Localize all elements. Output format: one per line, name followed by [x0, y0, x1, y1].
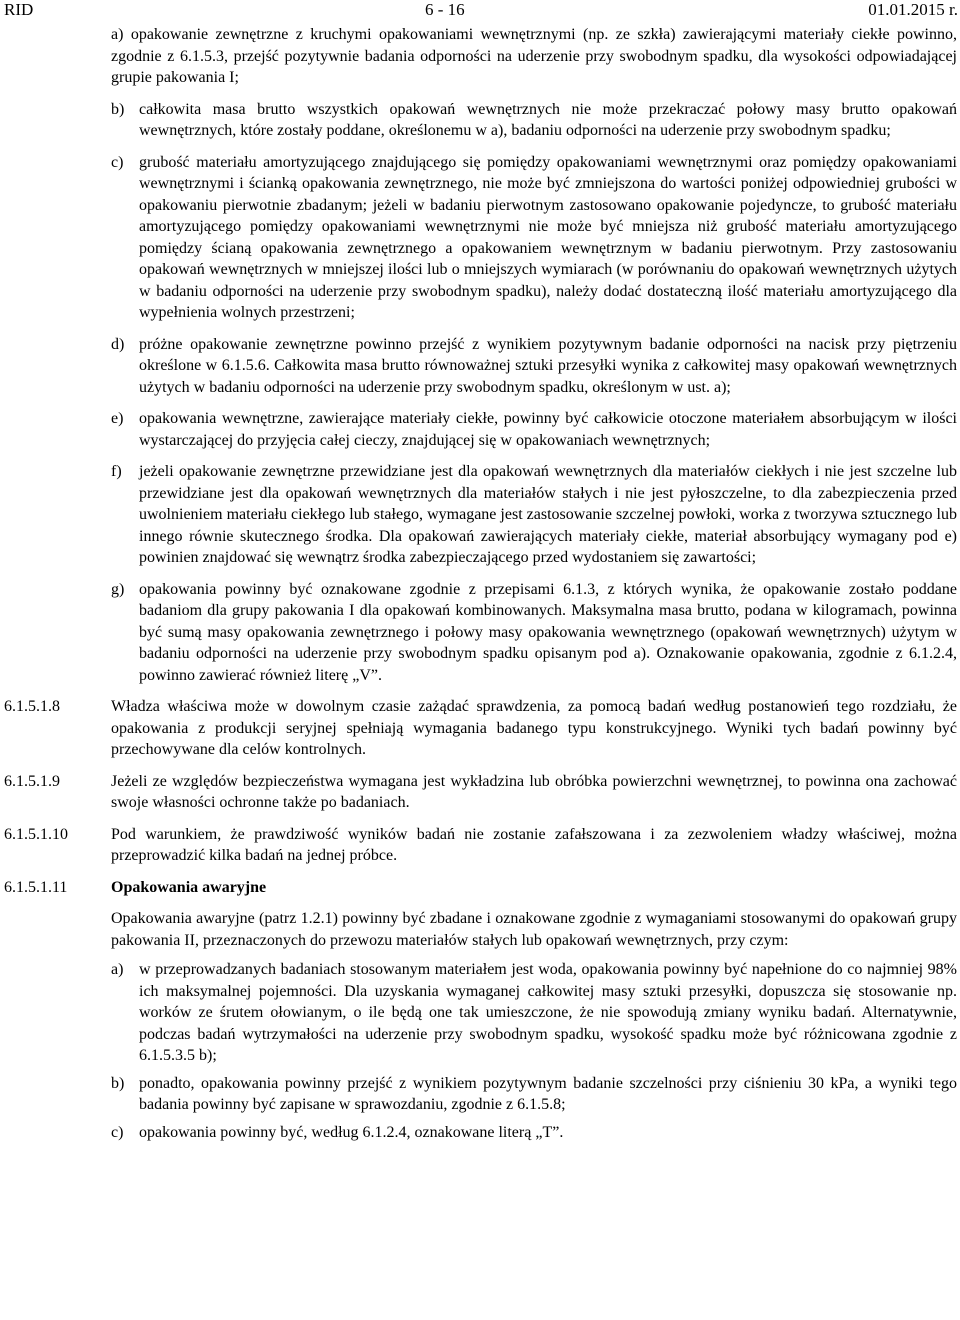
list-item-text: całkowita masa brutto wszystkich opakowań wewnętrznych nie może przekraczać połowy masy brutto opakowań wewnętrznych, które zostały poddane, określonemu w a), badaniu odporności na uderzenie przy swobodnym spadku;	[139, 100, 957, 139]
list-item-label: c)	[111, 1123, 124, 1141]
header-date: 01.01.2015 r.	[868, 0, 958, 19]
page-number: 6 - 16	[425, 0, 465, 19]
list-item-a	[111, 24, 957, 89]
list-item-text: a) opakowanie zewnętrzne z kruchymi opakowaniami wewnętrznymi (np. ze szkła) zawierającymi materiały ciekłe powinno, zgodnie z 6.1.5.3, przejść pozytywnie badania odporności na uderzenie przy swobodnym spadku, dla wysokości odpowiadającej grupie pakowania I;	[111, 26, 957, 86]
list-item-text: próżne opakowanie zewnętrzne powinno przejść z wynikiem pozytywnym badanie odporności na nacisk przy piętrzeniu określone w 6.1.5.6. Całkowita masa brutto równoważnej sztuki przesyłki wynika z całkowitej masy opakowań wewnętrznych użytych w badaniu odporności na uderzenie przy swobodnym spadku, określonym w ust. a);	[139, 335, 957, 396]
section-number: 6.1.5.1.11	[4, 878, 68, 896]
list-item-label: c)	[111, 153, 124, 171]
list-item-label: a)	[111, 961, 124, 978]
list-item-text: ponadto, opakowania powinny przejść z wynikiem pozytywnym badanie szczelności przy ciśnieniu 30 kPa, a wyniki tego badania powinny być zapisane w sprawozdaniu, zgodnie z 6.1.5.8;	[139, 1074, 957, 1113]
list-item-text: opakowania powinny być, według 6.1.2.4, oznakowane literą „T”.	[139, 1123, 564, 1141]
emergency-item-b	[111, 1073, 957, 1116]
list-item-text: jeżeli opakowanie zewnętrzne przewidziane jest dla opakowań wewnętrznych dla materiałów ciekłych i nie jest szczelne lub przewidziane jest dla opakowań wewnętrznych dla materiałów stałych i nie jest pyłoszczelne, to dla zabezpieczenia przed uwolnieniem materiału ciekłego lub stałego, wymagane jest zastosowanie szczelnej powłoki, worka z tworzywa sztucznego lub innego równie skutecznego środka. Dla opakowań zawierających materiały ciekłe, materiał absorbujący wymagany pod e) powinien znajdować się wewnątrz środka zabezpieczającego przed wydostaniem się zawartości;	[139, 463, 957, 566]
section-number: 6.1.5.1.10	[4, 825, 68, 843]
section-number: 6.1.5.1.8	[4, 698, 60, 715]
list-item-text: opakowania wewnętrzne, zawierające materiały ciekłe, powinny być całkowicie otoczone materiałem absorbującym w ilości wystarczającej do przyjęcia całej cieczy, znajdującej się w opakowaniach wewnętrznych;	[139, 410, 957, 449]
section-6-1-5-1-8	[4, 696, 957, 761]
section-text: Jeżeli ze względów bezpieczeństwa wymagana jest wykładzina lub obróbka powierzchni wewnętrznej, to powinna ona zachować swoje własności ochronne także po badaniach.	[111, 772, 957, 811]
header-left: RID	[4, 0, 34, 19]
page-header	[0, 0, 960, 20]
section-6-1-5-1-11	[4, 877, 957, 899]
list-item-b	[111, 99, 957, 142]
section-6-1-5-1-10	[4, 824, 957, 867]
section-number: 6.1.5.1.9	[4, 772, 60, 790]
list-item-d	[111, 334, 957, 399]
list-item-label: b)	[111, 100, 125, 118]
list-item-text: w przeprowadzanych badaniach stosowanym materiałem jest woda, opakowania powinny być napełnione do co najmniej 98% ich maksymalnej pojemności. Dla uzyskania wymaganej całkowitej masy sztuki przesyłki, dopuszcza się stosowanie np. worków ze śrutem ołowianym, o ile będą one tak umieszczone, że nie spowodują zmiany wyniku badań. Alternatywnie, podczas badań wytrzymałości na uderzenie przy swobodnym spadku, wysokość spadku może być różnicowana zgodnie z 6.1.5.3.5 b);	[139, 961, 957, 1064]
list-item-text: opakowania powinny być oznakowane zgodnie z przepisami 6.1.3, z których wynika, że opakowanie zostało poddane badaniom dla grupy pakowania I dla opakowań kombinowanych. Maksymalna masa brutto, podana w kilogramach, powinna być sumą masy opakowania zewnętrznego i połowy masy opakowania wewnętrznego (opakowań wewnętrznych) użytym w badaniu odporności na uderzenie przy swobodnym spadku opisanym pod a). Oznakowanie opakowania, zgodnie z 6.1.2.4, powinno zawierać również literę „V”.	[139, 580, 957, 684]
list-item-label: e)	[111, 410, 124, 427]
list-item-label: g)	[111, 580, 125, 598]
list-item-label: f)	[111, 463, 122, 480]
section-text: Władza właściwa może w dowolnym czasie zażądać sprawdzenia, za pomocą badań według postanowień tego rozdziału, że opakowania z produkcji seryjnej spełniają wymagania badanego typu konstrukcyjnego. Wyniki tych badań powinny być przechowywane dla celów kontrolnych.	[111, 698, 957, 758]
list-item-e	[111, 408, 957, 451]
emergency-item-c	[111, 1122, 957, 1144]
list-item-g	[111, 579, 957, 687]
section-intro: Opakowania awaryjne (patrz 1.2.1) powinny być zbadane i oznakowane zgodnie z wymaganiami stosowanymi do opakowań grupy pakowania II, przeznaczonych do przewozu materiałów stałych lub opakowań wewnętrznych, przy czym:	[111, 910, 957, 949]
section-heading-text: Opakowania awaryjne	[111, 878, 267, 896]
list-item-label: b)	[111, 1074, 125, 1092]
section-6-1-5-1-9	[4, 771, 957, 814]
list-item-c	[111, 152, 957, 324]
document-body	[0, 24, 960, 1143]
section-heading	[111, 877, 957, 899]
emergency-item-a	[111, 959, 957, 1067]
list-item-text: grubość materiału amortyzującego znajdującego się pomiędzy opakowaniami wewnętrznymi oraz pomiędzy opakowaniami wewnętrznymi i ścianką opakowania zewnętrznego, nie może być zmniejszona do wartości poniżej odpowiedniej grubości w opakowaniu pierwotnie zbadanym; jeżeli w badaniu pierwotnym zastosowano opakowanie pojedyncze, to grubość materiału amortyzującego pomiędzy opakowaniami wewnętrznymi nie może być mniejsza niż grubość materiału amortyzującego pomiędzy ścianą opakowania zewnętrznego a opakowaniem wewnętrznym w badaniu pierwotnym. Przy zastosowaniu opakowań wewnętrznych w mniejszej ilości lub o mniejszych wymiarach (w porównaniu do opakowań wewnętrznych użytych w badaniu odporności na uderzenie przy swobodnym spadku), należy dodać dostateczną ilość materiału amortyzującego dla wypełnienia wolnych przestrzeni;	[139, 153, 957, 321]
list-item-f	[111, 461, 957, 569]
list-item-label: d)	[111, 335, 125, 353]
section-text: Pod warunkiem, że prawdziwość wyników badań nie zostanie zafałszowana i za zezwoleniem władzy właściwej, można przeprowadzić kilka badań na jednej próbce.	[111, 825, 957, 864]
